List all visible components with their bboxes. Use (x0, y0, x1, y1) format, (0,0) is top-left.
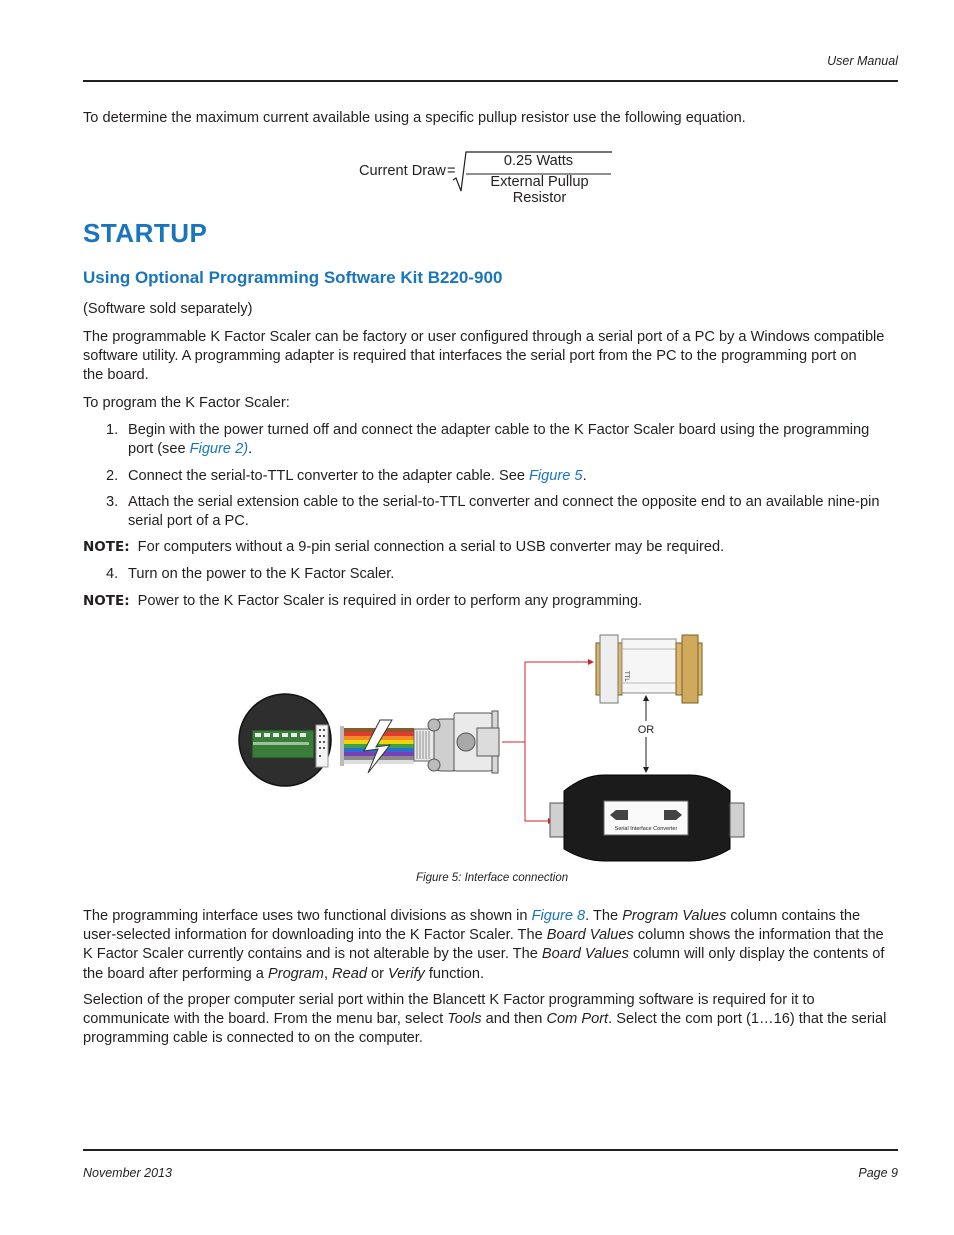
db9-connector-illustration (414, 711, 499, 773)
com-port-paragraph (83, 991, 898, 1049)
subsection-title: Using Optional Programming Software Kit B220-900 (83, 268, 503, 287)
text-segment: column contains the (726, 908, 861, 924)
text-segment: the board after performing a (83, 965, 268, 982)
ttl-label: TTL (623, 671, 629, 682)
header-rule (83, 80, 898, 82)
note-text: Power to the K Factor Scaler is required in order to perform any programming. (137, 593, 643, 609)
list-item (83, 565, 898, 584)
list-text: Turn on the power to the K Factor Scaler. (128, 566, 395, 582)
text-segment: and then (481, 1011, 547, 1028)
text-segment: column shows the information that the (633, 927, 884, 944)
footer-page: Page 9 (858, 1166, 898, 1180)
text-segment: Board Values (546, 927, 634, 944)
figure-5-link[interactable]: Figure 5 (529, 468, 583, 484)
list-text (128, 421, 888, 458)
list-item (83, 421, 898, 459)
serial-ttl-converter-illustration (596, 635, 702, 703)
list-text (128, 493, 888, 530)
equation-intro: To determine the maximum current available using a specific pullup resistor use the following equation. (83, 110, 746, 126)
figure-2-link[interactable]: Figure 2) (189, 440, 249, 457)
paragraph-line (83, 926, 898, 945)
list-line: serial port of a PC. (128, 512, 249, 529)
sold-separately-text: (Software sold separately) (83, 301, 253, 317)
interface-paragraph (83, 907, 898, 984)
ribbon-cable-illustration (340, 720, 414, 773)
text-segment: , (323, 965, 333, 982)
text-segment: . The (585, 908, 623, 924)
list-text (128, 467, 888, 486)
note-2 (83, 592, 898, 611)
k-factor-board-illustration (239, 694, 331, 786)
list-text-segment: . (582, 468, 587, 484)
text-segment: communicate with the board. From the menu bar, select (83, 1011, 448, 1028)
to-program-text: To program the K Factor Scaler: (83, 395, 290, 411)
list-number: 3. (106, 494, 119, 510)
list-number: 1. (106, 422, 119, 438)
list-number: 2. (106, 468, 119, 484)
note-label: NOTE: (83, 593, 130, 609)
interface-connection-figure (230, 625, 750, 865)
list-line: Attach the serial extension cable to the serial-to-TTL converter and connect the opposite end to an available nine-pin (128, 494, 880, 510)
intro-line-2: software utility. A programming adapter is required that interfaces the serial port from the PC to the programming port on (83, 348, 857, 364)
intro-line-1: The programmable K Factor Scaler can be factory or user configured through a serial port of a PC by a Windows compatible (83, 329, 885, 345)
list-item (83, 493, 898, 531)
text-segment: Board Values (541, 946, 629, 963)
equation-equals: = (447, 163, 456, 179)
equation-numerator: 0.25 Watts (503, 153, 574, 169)
footer-rule (83, 1149, 898, 1151)
list-line: Begin with the power turned off and connect the adapter cable to the K Factor Scaler board using the programming (128, 422, 870, 438)
text-segment: user-selected information for downloading into the K Factor Scaler. The (83, 927, 547, 944)
text-segment: function. (424, 965, 485, 982)
text-segment: column will only display the contents of (628, 946, 885, 963)
header-doc-type: User Manual (827, 54, 898, 68)
text-segment: Read (332, 965, 367, 982)
note-text: For computers without a 9-pin serial connection a serial to USB converter may be required. (137, 539, 725, 555)
or-label: OR (637, 724, 655, 736)
serial-interface-converter-illustration (550, 775, 744, 861)
text-segment: Verify (388, 965, 425, 982)
converter-label: Serial Interface Converter (614, 826, 678, 832)
list-item (83, 467, 898, 486)
note-label: NOTE: (83, 539, 130, 555)
arrowhead-icon (588, 659, 594, 665)
or-arrows (638, 695, 655, 773)
text-segment: K Factor Scaler currently contains and is not alterable by the user. The (83, 946, 542, 963)
list-text-segment: Connect the serial-to-TTL converter to the adapter cable. See (128, 468, 530, 484)
text-segment: or (366, 965, 389, 982)
list-text-segment: . (248, 440, 253, 457)
section-title: STARTUP (83, 218, 208, 248)
paragraph-line (83, 945, 898, 964)
figure-caption: Figure 5: Interface connection (416, 872, 569, 884)
paragraph-line: programming cable is connected to on the computer. (83, 1030, 423, 1047)
list-number: 4. (106, 566, 119, 582)
list-text-segment: port (see (128, 440, 190, 457)
footer-date: November 2013 (83, 1166, 172, 1180)
text-segment: Program Values (622, 908, 727, 924)
paragraph-line (83, 1010, 898, 1029)
text-segment: The programming interface uses two functional divisions as shown in (83, 908, 532, 924)
text-segment: Com Port (546, 1011, 609, 1028)
note-1 (83, 538, 898, 557)
text-segment: Tools (447, 1011, 482, 1028)
equation-lhs: Current Draw (359, 163, 446, 179)
text-segment: Program (267, 965, 324, 982)
paragraph-line: Selection of the proper computer serial port within the Blancett K Factor programming software is required for it to (83, 992, 815, 1008)
paragraph-line (83, 907, 898, 926)
figure-8-link[interactable]: Figure 8 (531, 908, 586, 924)
intro-line-3: the board. (83, 367, 149, 383)
list-line (128, 440, 888, 459)
paragraph-line (83, 965, 898, 984)
text-segment: . Select the com port (1…16) that the serial (608, 1011, 887, 1028)
equation-denominator: External Pullup Resistor (490, 174, 589, 206)
